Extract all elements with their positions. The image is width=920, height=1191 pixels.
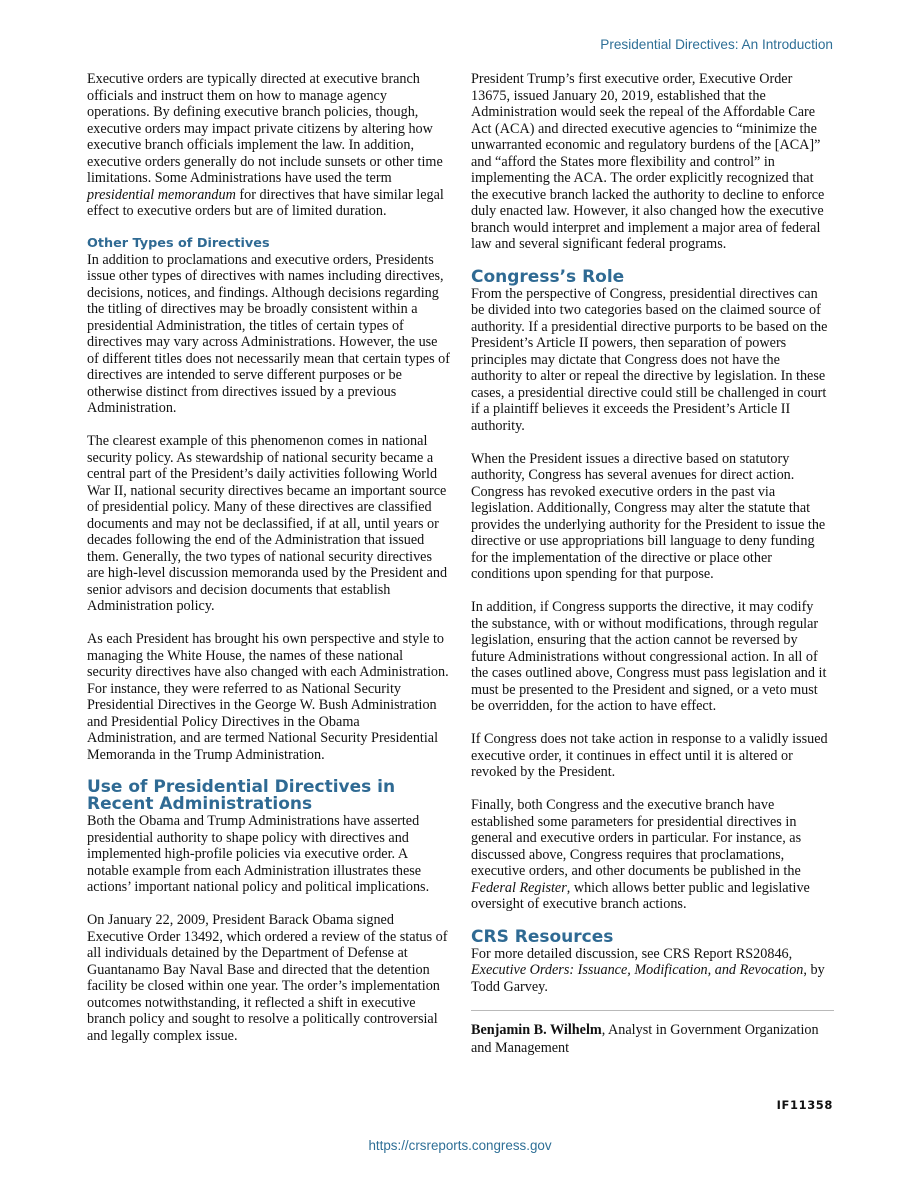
paragraph-text: Executive orders are typically directed at executive branch officials and instruct them on how to manage agency operations. By defining executive branch policies, though, executive orders may impact private citizens by altering how executive branch officials implement the law. In addition, executive orders generally do not include sunsets or other time limitations. Some Administrations have used the term — [87, 71, 443, 186]
right-column — [471, 71, 834, 1057]
paragraph: When the President issues a directive based on statutory authority, Congress has several avenues for direct action. Congress has revoked executive orders in the past via legislation. Additionally, Congress may alter the statute that provides the underlying authority for the President to issue the directive or use appropriations bill language to deny funding for the implementation of the directive or place other conditions upon spending for that purpose. — [471, 450, 826, 582]
emphasis-term: Federal Register — [471, 879, 567, 896]
section-heading-crs-resources: CRS Resources — [471, 926, 614, 947]
section-heading-other-types: Other Types of Directives — [87, 235, 270, 251]
paragraph: In addition, if Congress supports the directive, it may codify the substance, with or without modifications, through regular legislation, ensuring that the action cannot be reversed by future Administrations without congressional action. In all of the cases outlined above, Congress must pass legislation and it must be presented to the President and signed, or a veto must be overridden, for the action to have effect. — [471, 599, 827, 714]
paragraph-text: , by Todd Garvey. — [471, 962, 825, 995]
paragraph: The clearest example of this phenomenon comes in national security policy. As stewardship of national security became a central part of the President’s daily activities following World War II, national security directives became an important source of presidential policy. Many of these directives are classified documents and may not be declassified, if at all, until years or decades following the end of the Administration that issued them. Generally, the two types of national security directives are high-level discussion memoranda used by the President and senior advisors and decision documents that establish Administration policy. — [87, 433, 448, 614]
section-heading-recent-administrations: Use of Presidential Directives in Recent Administrations — [87, 777, 396, 814]
section-heading-congress-role: Congress’s Role — [471, 266, 625, 287]
author-title: , Analyst in Government Organization and Management — [471, 1022, 819, 1056]
paragraph-text: For more detailed discussion, see CRS Report RS20846, — [471, 945, 793, 962]
report-title: Executive Orders: Issuance, Modification, and Revocation — [471, 962, 804, 978]
divider — [471, 1010, 834, 1011]
emphasis-term: presidential memorandum — [87, 186, 236, 203]
running-header-title: Presidential Directives: An Introduction — [600, 37, 833, 52]
paragraph-text: , which allows better public and legislative oversight of executive branch actions. — [471, 879, 810, 912]
author-name: Benjamin B. Wilhelm — [471, 1022, 602, 1038]
paragraph-text: for directives that have similar legal effect to executive orders but are of limited duration. — [87, 186, 444, 219]
paragraph — [87, 71, 450, 220]
paragraph: On January 22, 2009, President Barack Obama signed Executive Order 13492, which ordered a review of the status of all individuals detained by the Department of Defense at Guantanamo Bay Naval Base and directed that the detention facility be closed within one year. The order’s implementation outcomes notwithstanding, it reflected a shift in executive branch policy and sought to resolve a politically controversial and legally complex issue. — [87, 912, 448, 1044]
report-id: IF11358 — [776, 1098, 833, 1112]
author-credit — [471, 1021, 834, 1057]
footer-url-link[interactable]: https://crsreports.congress.gov — [368, 1138, 552, 1153]
paragraph — [471, 946, 834, 996]
paragraph: If Congress does not take action in response to a validly issued executive order, it continues in effect until it is altered or revoked by the President. — [471, 731, 828, 780]
paragraph: Both the Obama and Trump Administrations have asserted presidential authority to shape policy with directives and implemented high-profile policies via executive order. A notable example from each Administration illustrates these actions’ important national policy and political implications. — [87, 813, 430, 895]
paragraph: President Trump’s first executive order, Executive Order 13675, issued January 20, 2019, established that the Administration would seek the repeal of the Affordable Care Act (ACA) and directed executive agencies to “minimize the unwarranted economic and regulatory burdens of the [ACA]” and “afford the States more flexibility and control” in implementing the ACA. The order explicitly recognized that the executive branch lacked the authority to decline to enforce duly enacted law. However, it also changed how the executive branch would interpret and implement a major area of federal law and several significant federal programs. — [471, 71, 825, 252]
paragraph: In addition to proclamations and executive orders, Presidents issue other types of directives with names including directives, decisions, notices, and findings. Although decisions regarding the titling of directives may be broadly consistent within a presidential Administration, the titles of certain types of directives may vary across Administrations. However, the use of different titles does not necessarily mean that certain types of directives are intended to serve different purposes or be otherwise distinct from directives issued by a previous Administration. — [87, 251, 450, 416]
paragraph: From the perspective of Congress, presidential directives can be divided into two categories based on the claimed source of authority. If a presidential directive purports to be based on the President’s Article II powers, then separation of powers principles may dictate that Congress does not have the authority to alter or repeal the directive by legislation. In these cases, a presidential directive could still be challenged in court if a plaintiff believes it exceeds the President’s Article II authority. — [471, 285, 828, 434]
paragraph-text: Finally, both Congress and the executive branch have established some parameters for presidential directives in general and executive orders in particular. For instance, as discussed above, Congress requires that proclamations, executive orders, and other documents be published in the — [471, 797, 802, 879]
paragraph: As each President has brought his own perspective and style to managing the White House, the names of these national security directives have also changed with each Administration. For instance, they were referred to as National Security Presidential Directives in the George W. Bush Administration and Presidential Policy Directives in the Obama Administration, and are termed National Security Presidential Memoranda in the Trump Administration. — [87, 631, 449, 763]
paragraph — [471, 797, 834, 913]
left-column — [87, 71, 450, 1044]
